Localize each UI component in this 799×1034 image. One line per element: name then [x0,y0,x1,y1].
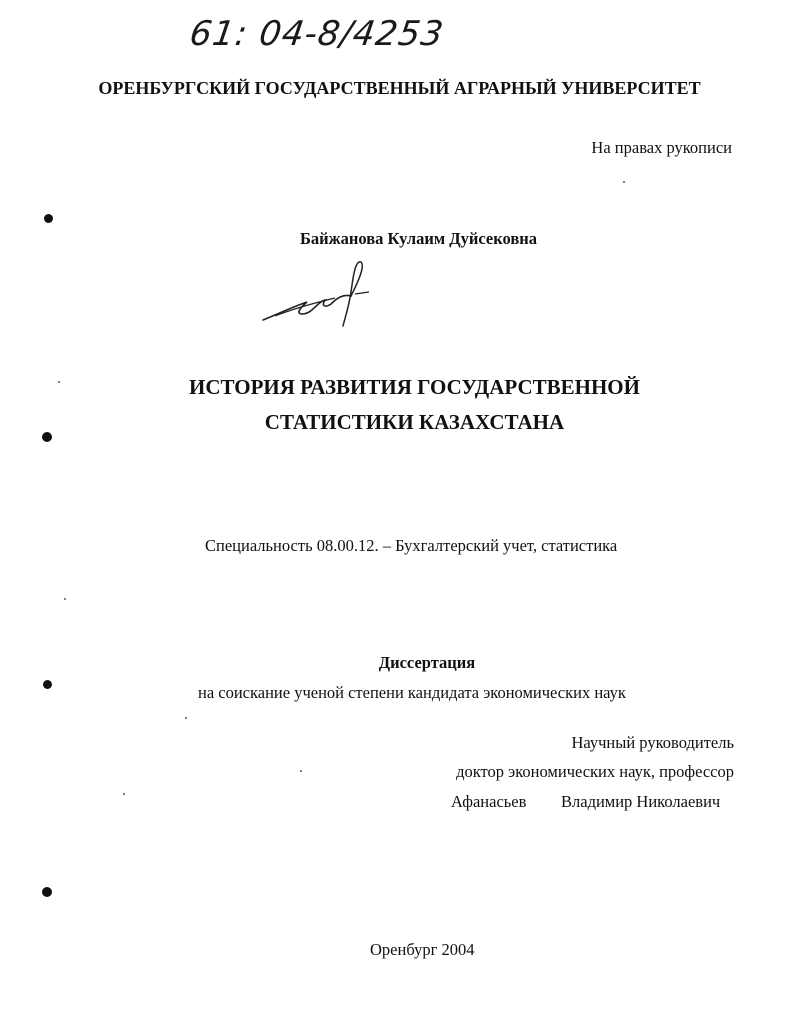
specialty-line: Специальность 08.00.12. – Бухгалтерский учет, статистика [205,536,618,555]
scan-dot [42,432,52,442]
advisor-degree: доктор экономических наук, профессор [456,762,734,781]
scan-dot [44,214,53,223]
handwritten-archive-number: 61: 04-8/4253 [187,14,447,54]
city-year: Оренбург 2004 [370,940,475,959]
scan-speck [623,181,625,183]
degree-purpose-line: на соискание ученой степени кандидата экономических наук [198,683,626,702]
dissertation-heading: Диссертация [378,653,476,672]
dissertation-title-line-2: СТАТИСТИКИ КАЗАХСТАНА [264,410,565,434]
scan-speck [123,793,125,795]
advisor-given-names: Владимир Николаевич [561,792,721,811]
scan-dot [43,680,52,689]
manuscript-rights-note: На правах рукописи [591,138,732,157]
scan-speck [64,598,66,600]
scan-speck [185,717,187,719]
university-heading: ОРЕНБУРГСКИЙ ГОСУДАРСТВЕННЫЙ АГРАРНЫЙ УНИВЕРСИТЕТ [98,78,701,98]
scan-speck [58,381,60,383]
author-name: Байжанова Кулаим Дуйсековна [300,229,538,248]
scan-speck [300,770,302,772]
signature-graphic [255,258,375,330]
dissertation-title-line-1: ИСТОРИЯ РАЗВИТИЯ ГОСУДАРСТВЕННОЙ [189,375,640,399]
advisor-surname: Афанасьев [451,792,527,811]
advisor-role: Научный руководитель [571,733,734,752]
scan-dot [42,887,52,897]
